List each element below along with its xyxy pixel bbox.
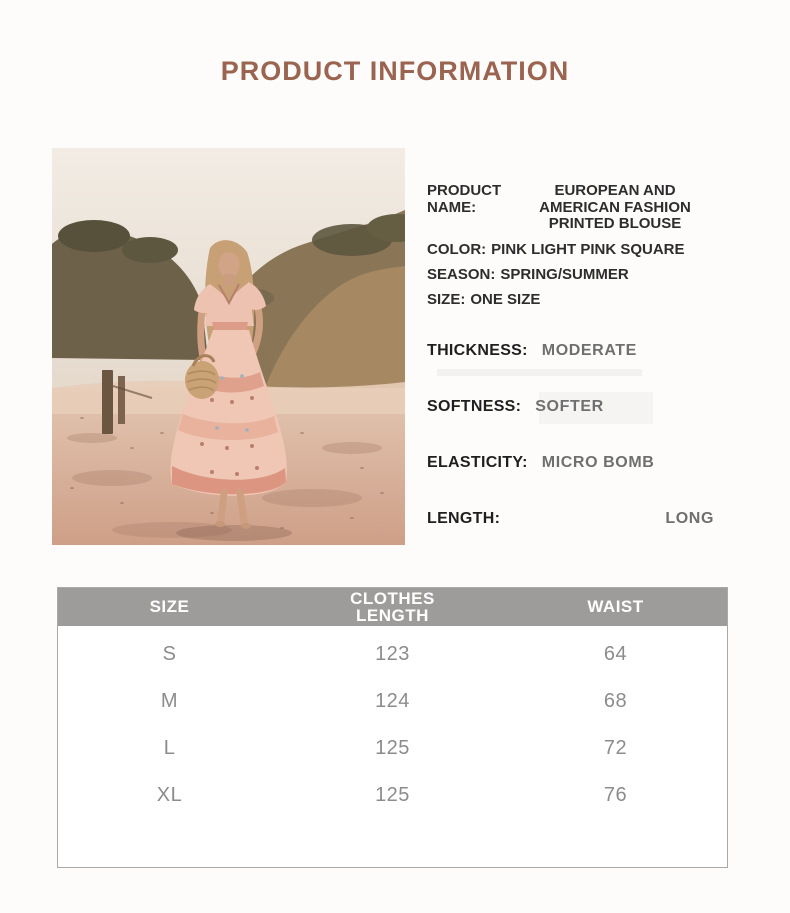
size-table-header	[58, 588, 727, 626]
faded-artifact	[437, 369, 642, 376]
spec-color	[427, 242, 715, 258]
cell-size: XL	[156, 784, 183, 806]
cell-size: L	[163, 737, 176, 759]
cell-waist: 68	[603, 690, 628, 712]
column-header-size: SIZE	[149, 597, 190, 616]
spec-size	[427, 292, 715, 308]
product-name-row	[427, 183, 715, 233]
attr-elasticity-value: MICRO BOMB	[541, 454, 655, 471]
spec-season-value: SPRING/SUMMER	[500, 265, 629, 283]
cell-clothes-length: 124	[375, 690, 410, 712]
attr-thickness-value: MODERATE	[541, 342, 637, 359]
product-name-value: EUROPEAN AND AMERICAN FASHION PRINTED BLOUSE	[539, 182, 691, 232]
cell-waist: 72	[603, 737, 628, 759]
spec-season	[427, 267, 715, 283]
beach-scene-illustration	[52, 148, 405, 545]
attr-elasticity-label: ELASTICITY:	[427, 454, 528, 471]
cell-waist: 64	[603, 643, 628, 665]
product-info-panel	[427, 183, 715, 308]
attr-thickness	[427, 342, 714, 362]
product-name-label: PRODUCT NAME:	[427, 182, 502, 216]
attr-thickness-label: THICKNESS:	[427, 342, 528, 359]
product-attributes	[427, 342, 714, 566]
cell-waist: 76	[603, 784, 628, 806]
attr-length-value: LONG	[665, 510, 714, 527]
attr-softness-value: SOFTER	[535, 398, 604, 415]
table-row	[58, 772, 727, 819]
cell-size: S	[162, 643, 177, 665]
spec-size-label: SIZE:	[427, 290, 466, 308]
attr-softness	[427, 398, 714, 418]
page-title: PRODUCT INFORMATION	[220, 56, 570, 86]
spec-color-label: COLOR:	[427, 240, 487, 258]
spec-color-value: PINK LIGHT PINK SQUARE	[491, 240, 685, 258]
spec-size-value: ONE SIZE	[470, 290, 541, 308]
table-row	[58, 631, 727, 678]
size-table-body	[58, 626, 727, 819]
attr-length-label: LENGTH:	[427, 510, 501, 527]
table-row	[58, 678, 727, 725]
spec-season-label: SEASON:	[427, 265, 496, 283]
cell-clothes-length: 125	[375, 784, 410, 806]
column-header-waist: WAIST	[587, 597, 644, 616]
product-photo	[52, 148, 405, 545]
size-table	[57, 587, 728, 868]
attr-elasticity	[427, 454, 714, 474]
cell-size: M	[160, 690, 179, 712]
cell-clothes-length: 123	[375, 643, 410, 665]
attr-length	[427, 510, 714, 530]
cell-clothes-length: 125	[375, 737, 410, 759]
table-row	[58, 725, 727, 772]
attr-softness-label: SOFTNESS:	[427, 398, 522, 415]
column-header-clothes-length: CLOTHES LENGTH	[350, 589, 435, 625]
